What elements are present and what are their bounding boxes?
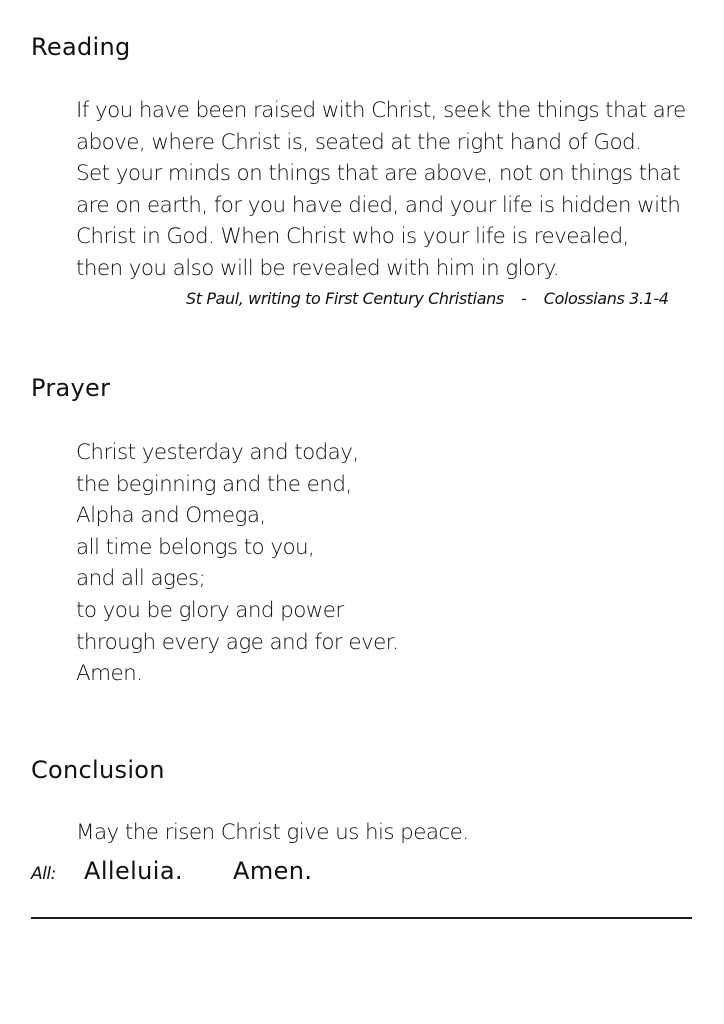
prayer-line: all time belongs to you, — [76, 534, 315, 560]
prayer-line: to you be glory and power — [76, 597, 344, 623]
conclusion-line: May the risen Christ give us his peace. — [76, 820, 469, 845]
prayer-text — [76, 437, 398, 690]
attribution-reference: Colossians 3.1-4 — [543, 289, 669, 308]
attribution-author: St Paul, writing to First Century Christians — [186, 289, 504, 308]
prayer-line: through every age and for ever. — [76, 629, 399, 655]
reading-line: above, where Christ is, seated at the right hand of God. — [76, 129, 642, 155]
reading-line: then you also will be revealed with him in glory. — [76, 255, 560, 281]
bottom-divider — [31, 917, 692, 919]
reading-passage — [76, 95, 686, 285]
response-amen: Amen. — [233, 857, 313, 885]
prayer-heading: Prayer — [31, 374, 111, 402]
reading-line: Christ in God. When Christ who is your life is revealed, — [76, 224, 629, 250]
reading-line: are on earth, for you have died, and your life is hidden with — [76, 192, 681, 218]
prayer-line: the beginning and the end, — [76, 471, 352, 497]
conclusion-heading: Conclusion — [31, 756, 165, 784]
all-response-label: All: — [31, 864, 56, 884]
response-alleluia: Alleluia. — [84, 857, 184, 885]
reading-heading: Reading — [31, 33, 131, 61]
prayer-line: Amen. — [76, 661, 143, 687]
reading-attribution — [186, 289, 668, 308]
prayer-line: Alpha and Omega, — [76, 503, 266, 529]
conclusion-text — [76, 817, 469, 849]
reading-line: Set your minds on things that are above, not on things that — [76, 161, 680, 187]
attribution-separator: - — [521, 289, 527, 308]
prayer-line: and all ages; — [76, 566, 206, 592]
reading-line: If you have been raised with Christ, seek the things that are — [76, 98, 686, 123]
prayer-line: Christ yesterday and today, — [76, 440, 359, 465]
